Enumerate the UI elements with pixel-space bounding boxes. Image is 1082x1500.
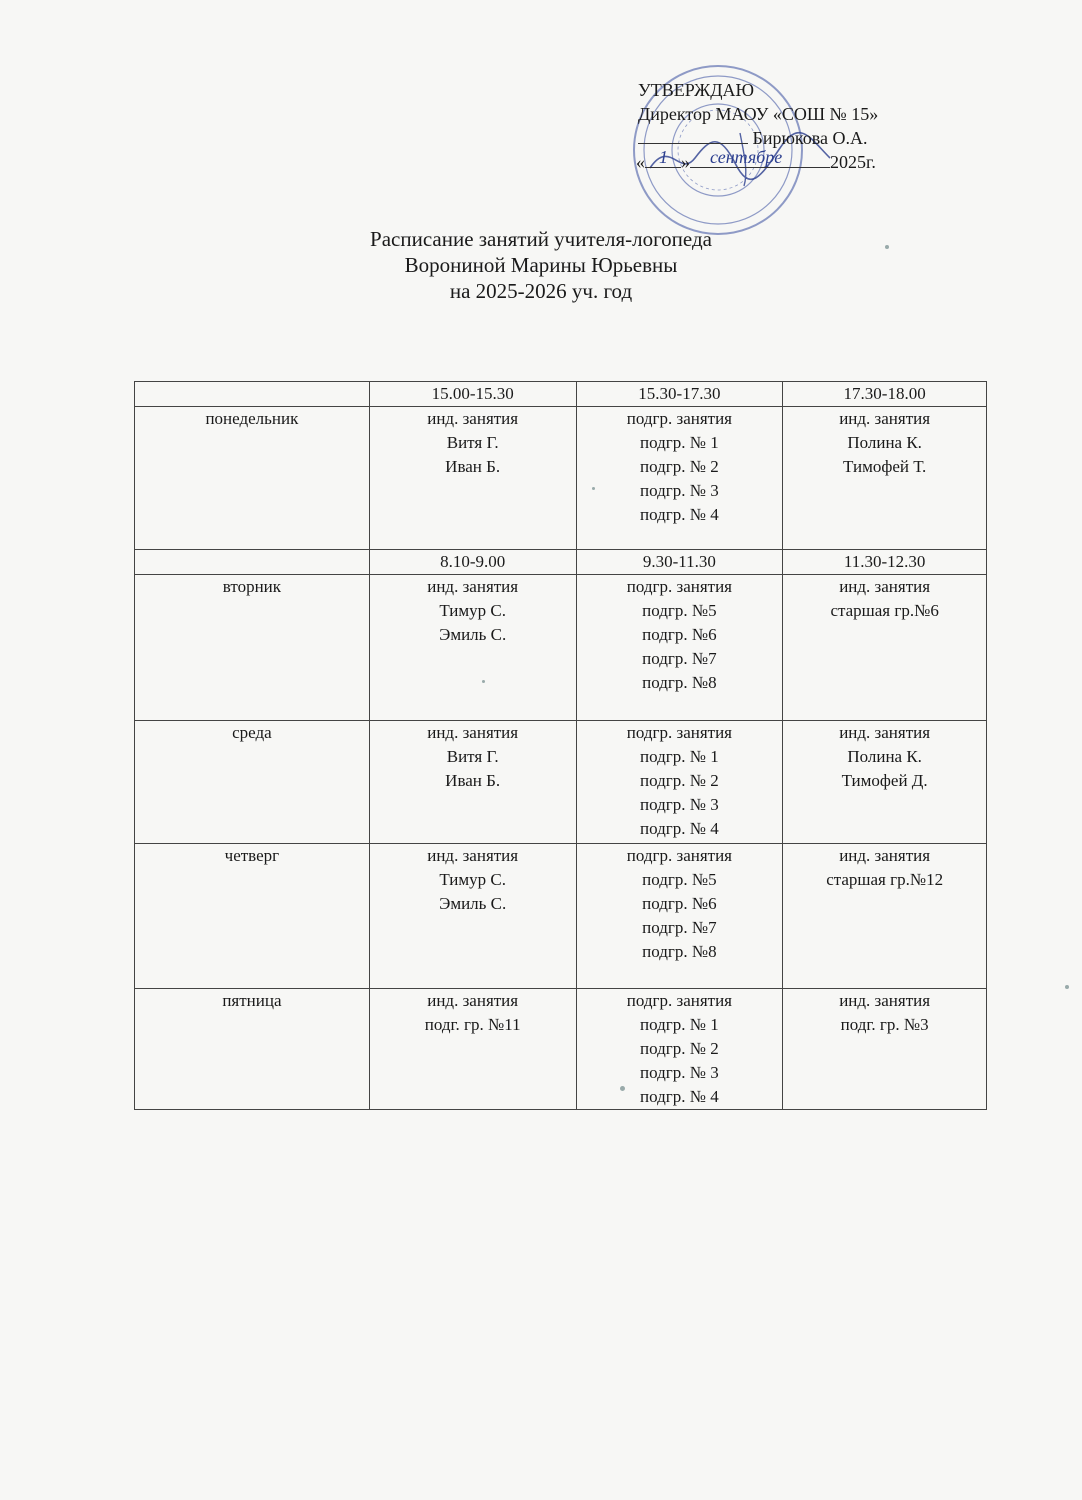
time-header-row [135,382,987,407]
session-cell [369,721,576,844]
session-participant: подгр. № 2 [640,771,719,790]
day-row [135,844,987,989]
session-type: подгр. занятия [626,409,733,428]
title-line-2: Ворониной Марины Юрьевны [404,253,678,277]
time-slot-header: 11.30-12.30 [783,550,987,575]
session-participant: подг. гр. №11 [424,1015,521,1034]
day-name-cell: четверг [135,844,370,989]
session-participant: подгр. №5 [642,870,717,889]
session-cell [369,407,576,550]
empty-header-cell [135,382,370,407]
scan-speck [620,1086,625,1091]
schedule-table [134,381,987,1110]
session-participant: Тимур С. [439,601,506,620]
session-participant: Тимофей Д. [841,771,928,790]
day-name-cell: вторник [135,575,370,721]
session-participant: Витя Г. [446,433,499,452]
approval-name: Бирюкова О.А. [752,128,868,148]
empty-header-cell [135,550,370,575]
approval-heading: УТВЕРЖДАЮ [638,80,755,100]
session-participant: подгр. №6 [642,625,717,644]
session-type: подгр. занятия [626,577,733,596]
session-participant: Полина К. [847,433,922,452]
session-participant: Эмиль С. [439,894,507,913]
session-participant: Иван Б. [445,771,501,790]
session-cell [576,407,783,550]
session-participant: подгр. №7 [642,918,717,937]
session-type: инд. занятия [839,846,931,865]
approval-position: Директор МАОУ «СОШ № 15» [638,104,879,124]
session-participant: подгр. №5 [642,601,717,620]
date-quote-close: » [681,152,690,172]
session-participant: Витя Г. [446,747,499,766]
session-participant: подгр. № 4 [640,505,719,524]
time-slot-header: 9.30-11.30 [576,550,783,575]
session-cell [783,989,987,1110]
scan-speck [1065,985,1069,989]
session-cell [576,575,783,721]
day-row [135,407,987,550]
session-type: инд. занятия [427,409,519,428]
session-type: инд. занятия [839,723,931,742]
scan-speck [885,245,889,249]
time-slot-header: 15.30-17.30 [576,382,783,407]
signature-blank [638,127,748,144]
session-cell [783,407,987,550]
time-slot-header: 15.00-15.30 [369,382,576,407]
session-type: инд. занятия [839,409,931,428]
session-cell [783,844,987,989]
title-line-3: на 2025-2026 уч. год [449,279,633,303]
time-slot-header: 8.10-9.00 [369,550,576,575]
session-participant: подгр. № 2 [640,1039,719,1058]
session-type: инд. занятия [839,577,931,596]
session-type: инд. занятия [839,991,931,1010]
date-day: 1 [659,147,668,167]
session-type: инд. занятия [427,991,519,1010]
session-participant: подгр. № 4 [640,819,719,838]
session-type: подгр. занятия [626,991,733,1010]
session-participant: старшая гр.№6 [830,601,939,620]
session-cell [576,989,783,1110]
session-participant: подгр. №8 [642,673,717,692]
title-line-1: Расписание занятий учителя-логопеда [370,227,712,251]
session-participant: подгр. № 1 [640,1015,719,1034]
session-type: подгр. занятия [626,723,733,742]
session-participant: подгр. № 3 [640,795,719,814]
session-participant: подгр. №6 [642,894,717,913]
session-participant: подгр. №8 [642,942,717,961]
approval-block [638,78,878,174]
session-participant: старшая гр.№12 [826,870,944,889]
session-participant: подгр. № 4 [640,1087,719,1106]
session-cell [576,844,783,989]
day-row [135,575,987,721]
approval-date [636,147,878,174]
session-participant: подгр. № 1 [640,747,719,766]
day-name-cell: пятница [135,989,370,1110]
session-participant: подгр. № 3 [640,481,719,500]
document-title [0,226,1082,304]
day-name-cell: среда [135,721,370,844]
session-participant: Эмиль С. [439,625,507,644]
session-participant: подгр. № 1 [640,433,719,452]
day-name-cell: понедельник [135,407,370,550]
date-quote-open: « [636,152,645,172]
date-day-blank [645,147,681,168]
session-participant: подгр. №7 [642,649,717,668]
session-type: инд. занятия [427,846,519,865]
date-month-blank [690,147,830,168]
session-type: инд. занятия [427,577,519,596]
time-header-row [135,550,987,575]
session-participant: Иван Б. [445,457,501,476]
session-type: инд. занятия [427,723,519,742]
time-slot-header: 17.30-18.00 [783,382,987,407]
session-participant: подгр. № 2 [640,457,719,476]
session-participant: Тимур С. [439,870,506,889]
day-row [135,721,987,844]
date-month: сентябре [710,147,783,167]
session-cell [369,989,576,1110]
session-participant: Полина К. [847,747,922,766]
session-cell [369,575,576,721]
session-participant: подг. гр. №3 [840,1015,929,1034]
day-row [135,989,987,1110]
session-participant: подгр. № 3 [640,1063,719,1082]
scan-speck [482,680,485,683]
session-cell [783,721,987,844]
session-cell [369,844,576,989]
session-participant: Тимофей Т. [843,457,927,476]
scan-speck [592,487,595,490]
session-cell [783,575,987,721]
session-cell [576,721,783,844]
session-type: подгр. занятия [626,846,733,865]
date-year: 2025г. [830,152,876,172]
